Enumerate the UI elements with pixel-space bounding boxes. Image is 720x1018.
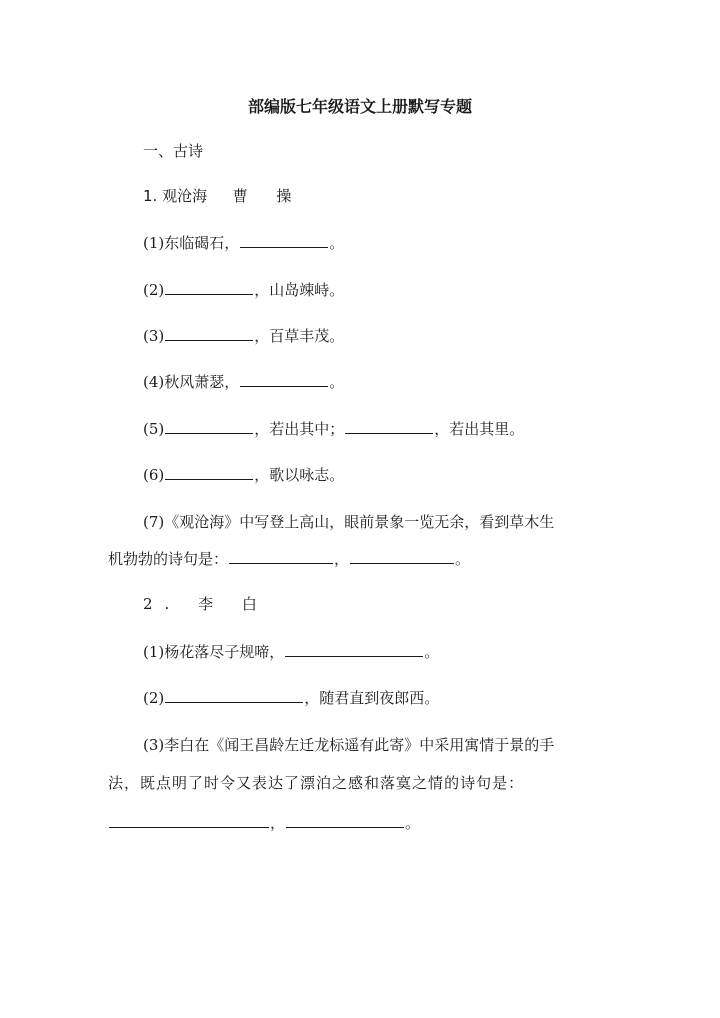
question-text: (3) bbox=[143, 327, 165, 345]
poem1-author: 曹 操 bbox=[232, 187, 304, 205]
answer-blank[interactable] bbox=[165, 418, 253, 434]
question-text: (1)杨花落尽子规啼， bbox=[143, 643, 285, 661]
question-text: 。 bbox=[424, 643, 440, 661]
question-text: (2) bbox=[143, 281, 165, 299]
question-text: ，若出其中； bbox=[254, 420, 345, 438]
question-text: ，山岛竦峙。 bbox=[254, 281, 345, 299]
answer-blank[interactable] bbox=[350, 548, 454, 564]
question-1-7-line1 bbox=[0, 511, 720, 533]
answer-blank[interactable] bbox=[165, 325, 253, 341]
question-text: ，若出其里。 bbox=[434, 420, 525, 438]
question-text: (2) bbox=[143, 689, 165, 707]
question-1-7-line2 bbox=[0, 548, 720, 570]
answer-blank[interactable] bbox=[286, 812, 404, 828]
poem2-title: 2. 李 白 bbox=[143, 595, 269, 613]
question-2-3-line3 bbox=[0, 812, 720, 834]
emphasis-text: 机勃勃 bbox=[108, 550, 154, 568]
answer-blank[interactable] bbox=[240, 232, 328, 248]
question-text: 的手 bbox=[524, 736, 555, 754]
question-text: ，歌以咏志。 bbox=[254, 466, 345, 484]
question-text: 的诗句是： bbox=[153, 550, 229, 568]
emphasis-text: 寓情于景 bbox=[464, 736, 525, 754]
answer-blank[interactable] bbox=[165, 687, 303, 703]
question-1-5 bbox=[0, 418, 720, 440]
question-text: ， bbox=[270, 814, 286, 832]
question-text: 。 bbox=[329, 234, 345, 252]
question-text: 和 bbox=[364, 774, 381, 792]
section-heading bbox=[0, 140, 720, 162]
question-1-4 bbox=[0, 371, 720, 393]
poem2-heading bbox=[0, 593, 720, 615]
answer-blank[interactable] bbox=[165, 464, 253, 480]
question-text: 。 bbox=[329, 373, 345, 391]
question-text: (3)李白在《闻王昌龄左迁龙标遥有此寄》中采用 bbox=[143, 736, 465, 754]
answer-blank[interactable] bbox=[165, 279, 253, 295]
question-2-3-line2 bbox=[0, 772, 720, 794]
section-label: 一、古诗 bbox=[143, 142, 204, 160]
page-title: 部编版七年级语文上册默写专题 bbox=[247, 97, 472, 116]
answer-blank[interactable] bbox=[109, 812, 269, 828]
question-text: (7)《观沧海》中写登上高山，眼前景象一览无余，看到 bbox=[143, 513, 510, 531]
emphasis-text: 草木生 bbox=[509, 513, 555, 531]
question-text: 的诗句是： bbox=[444, 774, 525, 792]
emphasis-text: 落寞之情 bbox=[380, 774, 445, 792]
answer-blank[interactable] bbox=[229, 548, 333, 564]
question-text: (1)东临碣石， bbox=[143, 234, 240, 252]
question-1-6 bbox=[0, 464, 720, 486]
question-1-1 bbox=[0, 232, 720, 254]
question-1-2 bbox=[0, 279, 720, 301]
question-text: 。 bbox=[405, 814, 421, 832]
answer-blank[interactable] bbox=[345, 418, 433, 434]
question-text: ， bbox=[334, 550, 350, 568]
question-2-2 bbox=[0, 687, 720, 709]
poem1-title: 1. 观沧海 bbox=[143, 187, 208, 205]
question-text: ，百草丰茂。 bbox=[254, 327, 345, 345]
answer-blank[interactable] bbox=[240, 371, 328, 387]
answer-blank[interactable] bbox=[285, 641, 423, 657]
poem1-heading bbox=[0, 185, 720, 207]
question-text: (4)秋风萧瑟， bbox=[143, 373, 240, 391]
question-2-3-line1 bbox=[0, 734, 720, 756]
emphasis-text: 漂泊之感 bbox=[300, 774, 365, 792]
question-text: 法，既点明了时令又表达了 bbox=[108, 774, 301, 792]
question-text: 。 bbox=[455, 550, 471, 568]
question-1-3 bbox=[0, 325, 720, 347]
question-2-1 bbox=[0, 641, 720, 663]
question-text: ，随君直到夜郎西。 bbox=[304, 689, 440, 707]
question-text: (5) bbox=[143, 420, 165, 438]
question-text: (6) bbox=[143, 466, 165, 484]
